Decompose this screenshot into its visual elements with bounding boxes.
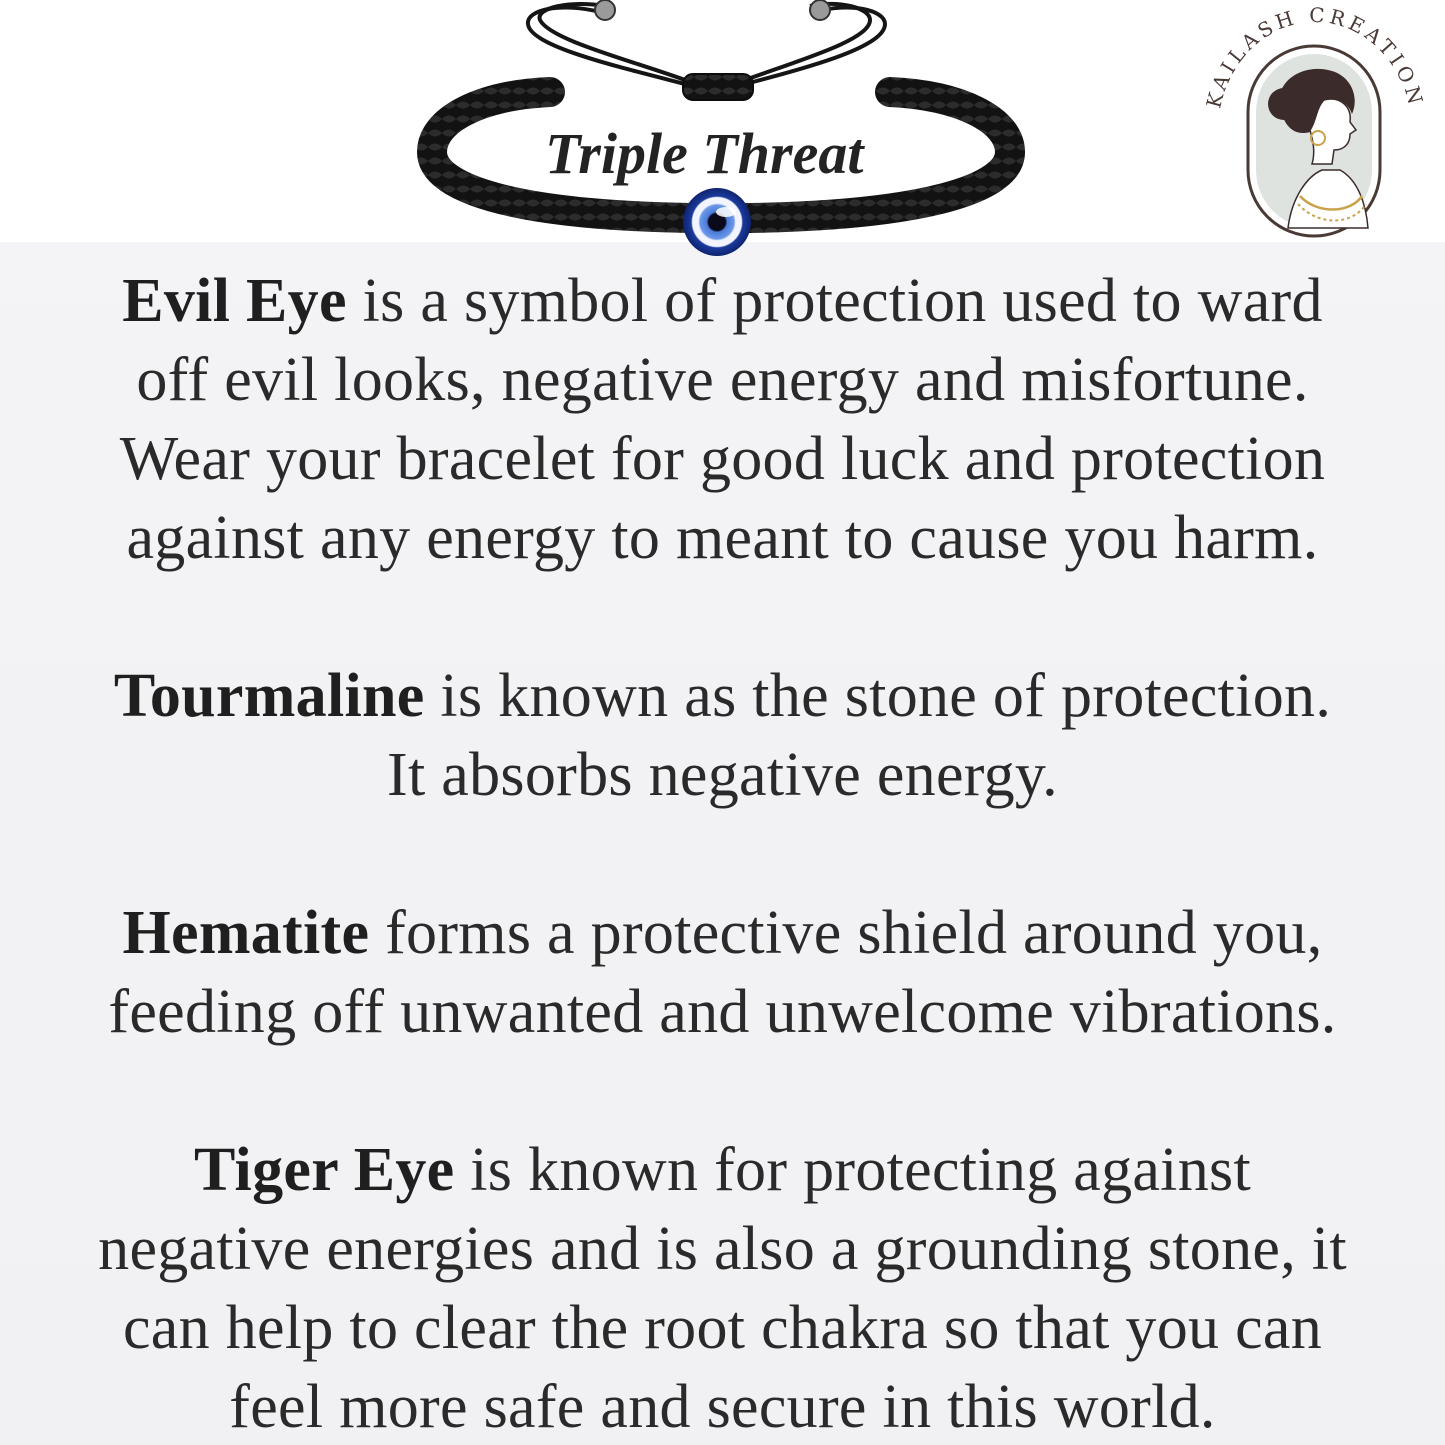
- brand-name: KAILASH CREATION: [1201, 4, 1429, 111]
- line-text: is known as the stone of protection.: [424, 662, 1332, 730]
- slide-knot: [683, 74, 753, 100]
- cord-end-bead-left: [595, 0, 615, 20]
- line-text: off evil looks, negative energy and misfortune.: [136, 346, 1309, 414]
- brand-logo: [1200, 4, 1430, 244]
- evil-eye-bead-icon: [683, 188, 751, 256]
- line-text: negative energies and is also a grounding stone, it: [98, 1215, 1347, 1283]
- adjustable-cord: [528, 4, 885, 84]
- text-line: [40, 1210, 1405, 1289]
- bracelet-label: Triple Threat: [545, 121, 864, 186]
- line-text: feeding off unwanted and unwelcome vibrations.: [108, 978, 1337, 1046]
- text-line: [40, 736, 1405, 815]
- line-text: is a symbol of protection used to ward: [346, 267, 1323, 335]
- text-line: [40, 499, 1405, 578]
- line-text: can help to clear the root chakra so that you can: [122, 1294, 1323, 1362]
- text-line: [40, 420, 1405, 499]
- line-text: feel more safe and secure in this world.: [229, 1373, 1216, 1441]
- text-line: [40, 1131, 1405, 1210]
- line-text: against any energy to meant to cause you harm.: [126, 504, 1319, 572]
- stone-name: Tourmaline: [113, 662, 425, 730]
- line-text: Wear your bracelet for good luck and protection: [119, 425, 1326, 493]
- text-line: [40, 1368, 1405, 1445]
- text-line: [40, 973, 1405, 1052]
- stone-name: Evil Eye: [122, 267, 347, 335]
- paragraph-evil-eye: [40, 262, 1405, 578]
- stone-name: Hematite: [122, 899, 370, 967]
- line-text: forms a protective shield around you,: [369, 899, 1323, 967]
- cord-end-bead-right: [810, 0, 830, 20]
- paragraph-hematite: [40, 894, 1405, 1052]
- text-line: [40, 894, 1405, 973]
- text-line: [40, 262, 1405, 341]
- text-line: [40, 341, 1405, 420]
- description-text: [40, 262, 1405, 1445]
- text-line: [40, 1289, 1405, 1368]
- paragraph-tourmaline: [40, 657, 1405, 815]
- paragraph-tiger-eye: [40, 1131, 1405, 1445]
- line-text: It absorbs negative energy.: [387, 741, 1058, 809]
- stone-name: Tiger Eye: [194, 1136, 455, 1204]
- woman-profile-emblem-icon: [1248, 46, 1380, 236]
- line-text: is known for protecting against: [454, 1136, 1251, 1204]
- text-line: [40, 657, 1405, 736]
